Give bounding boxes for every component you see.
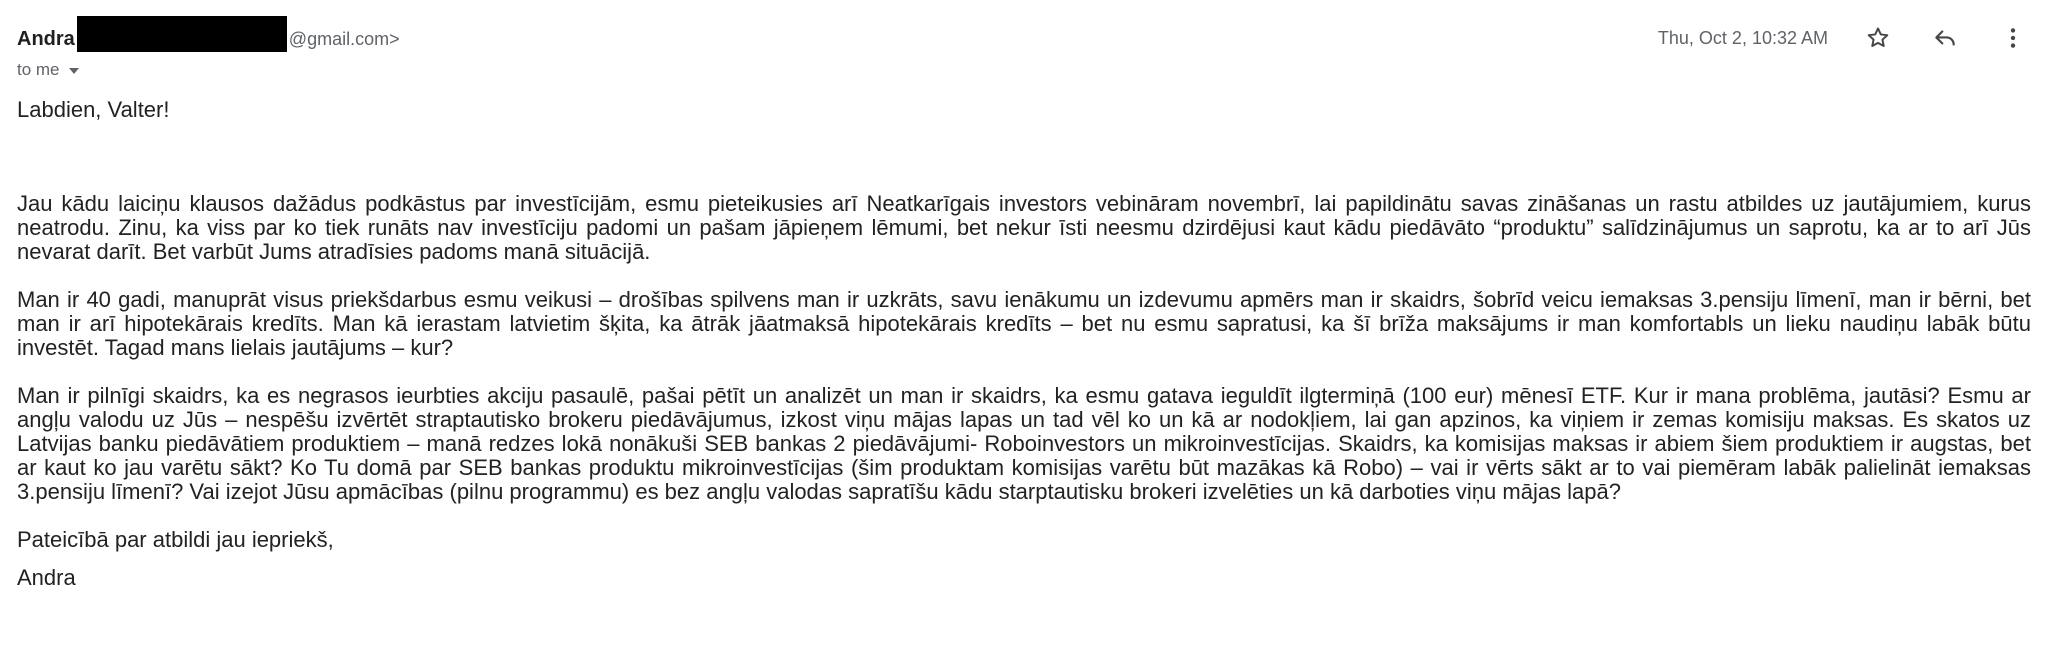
- greeting: Labdien, Valter!: [17, 97, 170, 122]
- signature: Andra: [17, 565, 76, 590]
- message-paragraph-1: Jau kādu laiciņu klausos dažādus podkāstus par investīcijām, esmu pieteikusies arī Neatkarīgais investors vebināram novembrī, lai papildinātu savas zināšanas un rastu atbildes uz jautājumiem, kurus neatrodu. Zinu, ka viss par ko tiek runāts nav investīciju padomi un pašam jāpieņem lēmumi, bet nekur īsti neesmu dzirdējusi kaut kādu piedāvāto “produktu” salīdzinājumus un saprotu, ka ar to arī Jūs nevarat darīt. Bet varbūt Jums atradīsies padoms manā situācijā.: [17, 191, 2031, 264]
- reply-button[interactable]: [1929, 22, 1961, 54]
- caret-down-icon[interactable]: [69, 68, 79, 74]
- redacted-email-block: [77, 16, 287, 52]
- recipient-details-toggle[interactable]: [17, 60, 79, 80]
- message-paragraph-3: Man ir pilnīgi skaidrs, ka es negrasos ieurbties akciju pasaulē, pašai pētīt un analizēt un man ir skaidrs, ka esmu gatava ieguldīt ilgtermiņā (100 eur) mēnesī ETF. Kur ir mana problēma, jautāsi? Esmu ar angļu valodu uz Jūs – nespēšu izvērtēt straptautisko brokeru piedāvājumus, izkost viņu mājas lapas un tad vēl ko un kā ar nodokļiem, lai gan apzinos, ka viņiem ir zemas komisiju maksas. Es skatos uz Latvijas banku piedāvātiem produktiem – manā redzes lokā nonākuši SEB bankas 2 piedāvājumi- Roboinvestors un mikroinvestīcijas. Skaidrs, ka komisijas maksas ir abiem šiem produktiem ir augstas, bet ar kaut ko jau varētu sākt? Ko Tu domā par SEB bankas produktu mikroinvestīcijas (šim produktam komisijas varētu būt mazākas kā Robo) – vai ir vērts sākt ar to vai piemēram labāk palielināt iemaksas 3.pensiju līmenī? Vai izejot Jūsu apmācības (pilnu programmu) es bez angļu valodas sapratīšu kādu starptautisku brokeri izvelēties un kā darboties viņu mājas lapā?: [17, 383, 2031, 504]
- message-date: Thu, Oct 2, 10:32 AM: [1657, 28, 1828, 48]
- reply-icon: [1932, 25, 1958, 51]
- sender-email: @gmail.com>: [288, 28, 400, 49]
- more-options-button[interactable]: [1997, 22, 2029, 54]
- message-body: [17, 98, 2031, 590]
- star-icon: [1865, 25, 1891, 51]
- recipient-label: to me: [17, 60, 60, 79]
- message-header: [0, 0, 2048, 90]
- closing: Pateicībā par atbildi jau iepriekš,: [17, 527, 334, 552]
- star-button[interactable]: [1862, 22, 1894, 54]
- sender-name[interactable]: Andra: [17, 27, 75, 50]
- sender[interactable]: [17, 26, 400, 52]
- message-paragraph-2: Man ir 40 gadi, manuprāt visus priekšdarbus esmu veikusi – drošības spilvens man ir uzkrāts, savu ienākumu un izdevumu apmērs man ir skaidrs, šobrīd veicu iemaksas 3.pensiju līmenī, man ir bērni, bet man ir arī hipotekārais kredīts. Man kā ierastam latvietim šķita, ka ātrāk jāatmaksā hipotekārais kredīts – bet nu esmu sapratusi, ka šī brīža maksājums ir man komfortabls un lieku naudiņu labāk būtu investēt. Tagad mans lielais jautājums – kur?: [17, 287, 2031, 360]
- more-vert-icon: [2000, 25, 2026, 51]
